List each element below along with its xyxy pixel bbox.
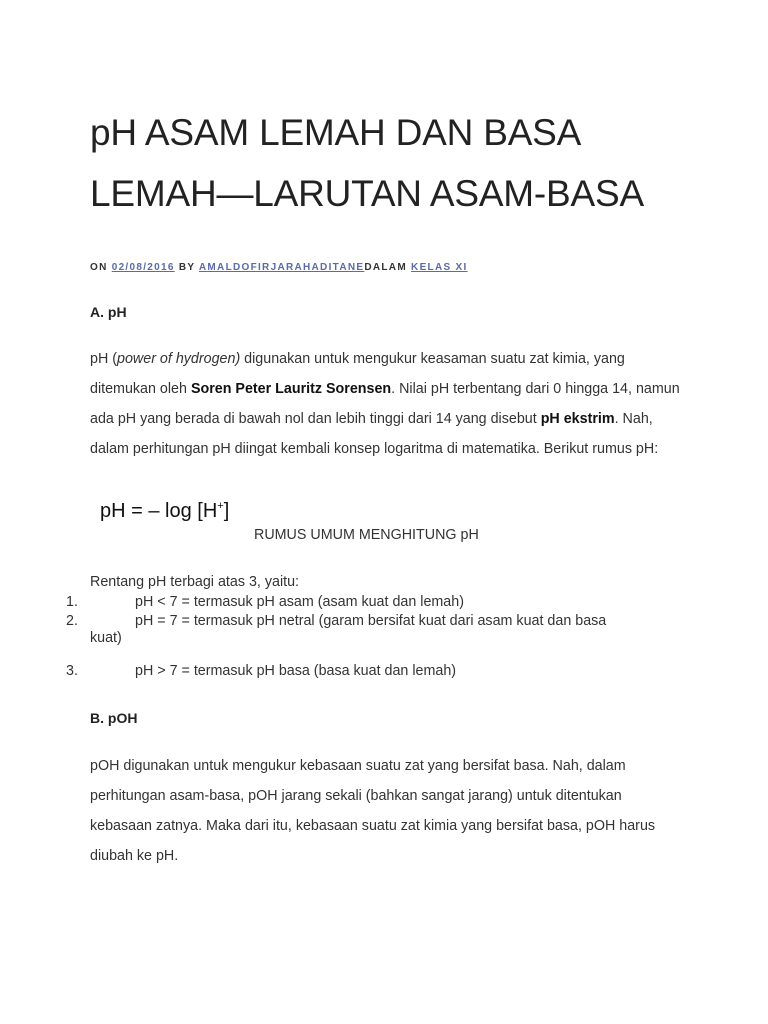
p1-text-2: digunakan untuk mengukur keasaman suatu zat kimia, yang ditemukan oleh bbox=[90, 351, 625, 397]
list-text: pH = 7 = termasuk pH netral (garam bersifat kuat dari asam kuat dan basa bbox=[135, 613, 607, 629]
list-text: pH < 7 = termasuk pH asam (asam kuat dan lemah) bbox=[135, 594, 464, 610]
p1-emphasis: power of hydrogen) bbox=[117, 351, 241, 367]
list-number: 1. bbox=[66, 594, 78, 610]
formula-main: pH = – log [H bbox=[100, 500, 218, 522]
list-number: 2. bbox=[66, 613, 78, 629]
article-meta bbox=[90, 262, 468, 273]
list-text: pH > 7 = termasuk pH basa (basa kuat dan lemah) bbox=[135, 663, 457, 679]
meta-in-label: DALAM bbox=[364, 262, 407, 273]
formula-end: ] bbox=[223, 500, 230, 522]
category-link[interactable]: KELAS XI bbox=[411, 262, 468, 273]
p1-text-4: . Nah, dalam perhitungan pH diingat kembali konsep logaritma di matematika. Berikut rumus pH: bbox=[90, 411, 659, 457]
list-text-continued: kuat) bbox=[90, 630, 122, 646]
section-a-heading: A. pH bbox=[90, 304, 127, 320]
post-date-link[interactable]: 02/08/2016 bbox=[111, 262, 175, 273]
p1-bold-name: Soren Peter Lauritz Sorensen bbox=[190, 381, 392, 397]
formula-superscript: + bbox=[217, 500, 224, 512]
article-title: pH ASAM LEMAH DAN BASA LEMAH—LARUTAN ASAM-BASA bbox=[90, 112, 644, 214]
section-b-paragraph: pOH digunakan untuk mengukur kebasaan suatu zat yang bersifat basa. Nah, dalam perhitungan asam-basa, pOH jarang sekali (bahkan sangat jarang) untuk ditentukan kebasaan zatnya. Maka dari itu, kebasaan suatu zat kimia yang bersifat basa, pOH harus diubah ke pH. bbox=[90, 758, 656, 864]
meta-by-label: BY bbox=[178, 262, 196, 273]
section-a-paragraph bbox=[90, 344, 690, 464]
formula-caption: RUMUS UMUM MENGHITUNG pH bbox=[254, 527, 479, 543]
range-intro: Rentang pH terbagi atas 3, yaitu: bbox=[90, 574, 300, 590]
ph-formula bbox=[100, 500, 229, 523]
section-b-heading: B. pOH bbox=[90, 710, 138, 726]
p1-text-1: pH ( bbox=[90, 351, 118, 367]
p1-text-3: . Nilai pH terbentang dari 0 hingga 14, namun ada pH yang berada di bawah nol dan lebih tinggi dari 14 yang disebut bbox=[90, 381, 680, 427]
author-link[interactable]: AMALDOFIRJARAHADITANE bbox=[198, 262, 365, 273]
p1-bold-term: pH ekstrim bbox=[540, 411, 615, 427]
list-number: 3. bbox=[66, 663, 78, 679]
meta-on-label: ON bbox=[90, 262, 108, 273]
